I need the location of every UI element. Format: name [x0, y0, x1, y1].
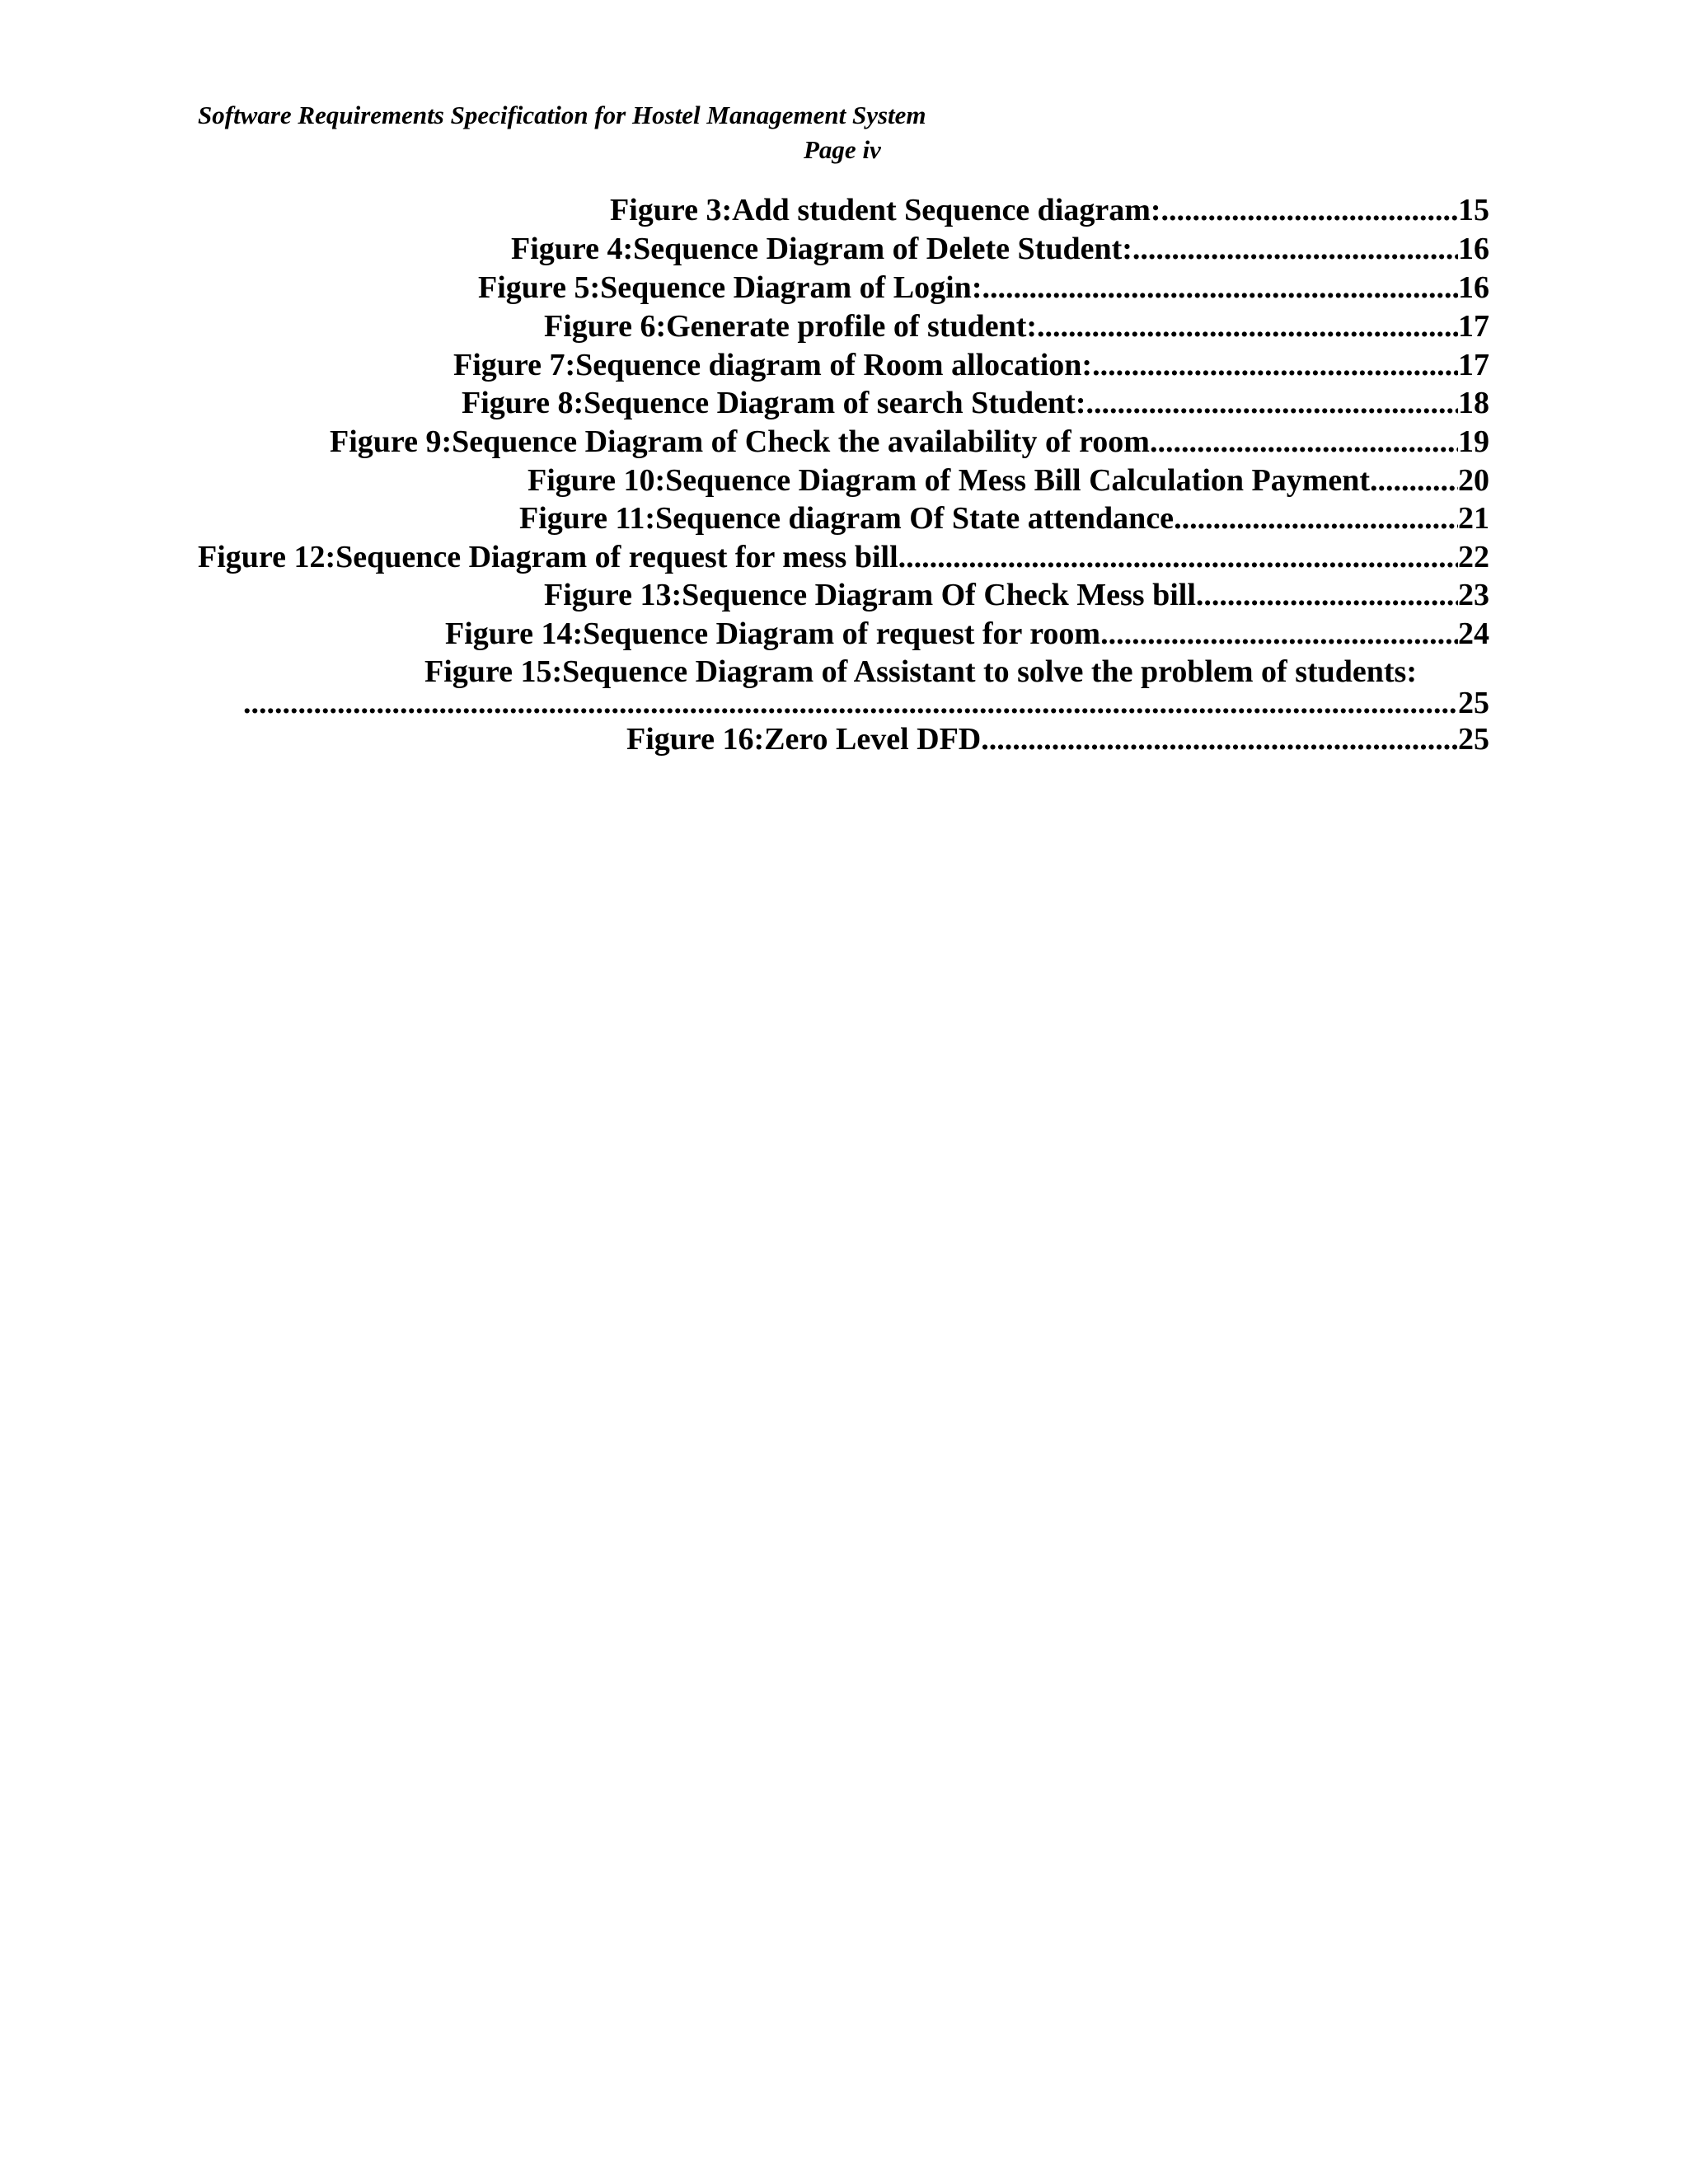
toc-entry-page: 19: [1458, 424, 1489, 459]
toc-entry-leader-line: [243, 684, 1489, 722]
toc-entry-figure-16[interactable]: [626, 720, 1489, 758]
dot-leader: [1037, 307, 1458, 345]
dot-leader: [1085, 384, 1458, 422]
dot-leader: [1100, 615, 1458, 653]
toc-entry-figure-4[interactable]: [511, 230, 1489, 268]
toc-entry-figure-3[interactable]: [610, 191, 1489, 229]
toc-entry-label: Figure 16:Zero Level DFD: [626, 722, 982, 757]
toc-entry-page: 16: [1458, 232, 1489, 266]
toc-entry-page: 21: [1458, 501, 1489, 536]
toc-entry-figure-12[interactable]: [198, 538, 1489, 576]
toc-entry-page: 24: [1458, 616, 1489, 651]
toc-entry-page: 20: [1458, 463, 1489, 498]
toc-entry-label: Figure 4:Sequence Diagram of Delete Student:: [511, 232, 1132, 266]
toc-entry-label: Figure 5:Sequence Diagram of Login:: [478, 270, 982, 305]
toc-entry-label: Figure 7:Sequence diagram of Room allocation:: [453, 348, 1093, 382]
toc-entry-label: Figure 13:Sequence Diagram Of Check Mess bill: [544, 578, 1196, 612]
toc-entry-figure-9[interactable]: [330, 423, 1489, 461]
toc-entry-label: Figure 6:Generate profile of student:: [544, 309, 1038, 344]
toc-entry-page: 18: [1458, 386, 1489, 420]
toc-entry-label: Figure 10:Sequence Diagram of Mess Bill Calculation Payment: [528, 463, 1371, 498]
dot-leader: [1132, 230, 1458, 268]
toc-entry-page: 16: [1458, 270, 1489, 305]
toc-entry-page: 17: [1458, 309, 1489, 344]
toc-entry-label: Figure 12:Sequence Diagram of request for mess bill: [198, 540, 898, 574]
toc-entry-label: Figure 11:Sequence diagram Of State attendance: [519, 501, 1175, 536]
toc-entry-page: 25: [1458, 686, 1489, 720]
page-number-header: Page iv: [804, 135, 881, 164]
toc-entry-label: Figure 15:Sequence Diagram of Assistant to solve the problem of students:: [424, 654, 1417, 689]
toc-entry-label: Figure 9:Sequence Diagram of Check the availability of room: [330, 424, 1150, 459]
toc-entry-figure-10[interactable]: [528, 462, 1489, 499]
dot-leader: [1370, 462, 1458, 499]
dot-leader: [1092, 346, 1458, 384]
toc-entry-figure-8[interactable]: [462, 384, 1489, 422]
toc-entry-label: Figure 3:Add student Sequence diagram:: [610, 193, 1161, 227]
toc-entry-page: 15: [1458, 193, 1489, 227]
dot-leader: [1150, 423, 1458, 461]
dot-leader: [898, 538, 1458, 576]
toc-entry-figure-7[interactable]: [453, 346, 1489, 384]
toc-entry-figure-13[interactable]: [544, 576, 1489, 614]
toc-entry-page: 23: [1458, 578, 1489, 612]
toc-entry-label: Figure 14:Sequence Diagram of request for room: [445, 616, 1101, 651]
dot-leader: [243, 684, 1458, 722]
dot-leader: [981, 720, 1458, 758]
toc-entry-figure-14[interactable]: [445, 615, 1489, 653]
toc-entry-figure-5[interactable]: [478, 269, 1489, 307]
dot-leader: [982, 269, 1458, 307]
dot-leader: [1196, 576, 1458, 614]
toc-entry-figure-6[interactable]: [544, 307, 1489, 345]
toc-entry-label: Figure 8:Sequence Diagram of search Student:: [462, 386, 1086, 420]
document-header-title: Software Requirements Specification for Hostel Management System: [198, 101, 926, 129]
toc-entry-page: 25: [1458, 722, 1489, 757]
dot-leader: [1174, 499, 1458, 537]
dot-leader: [1161, 191, 1458, 229]
toc-entry-page: 17: [1458, 348, 1489, 382]
toc-entry-page: 22: [1458, 540, 1489, 574]
toc-entry-figure-11[interactable]: [519, 499, 1489, 537]
